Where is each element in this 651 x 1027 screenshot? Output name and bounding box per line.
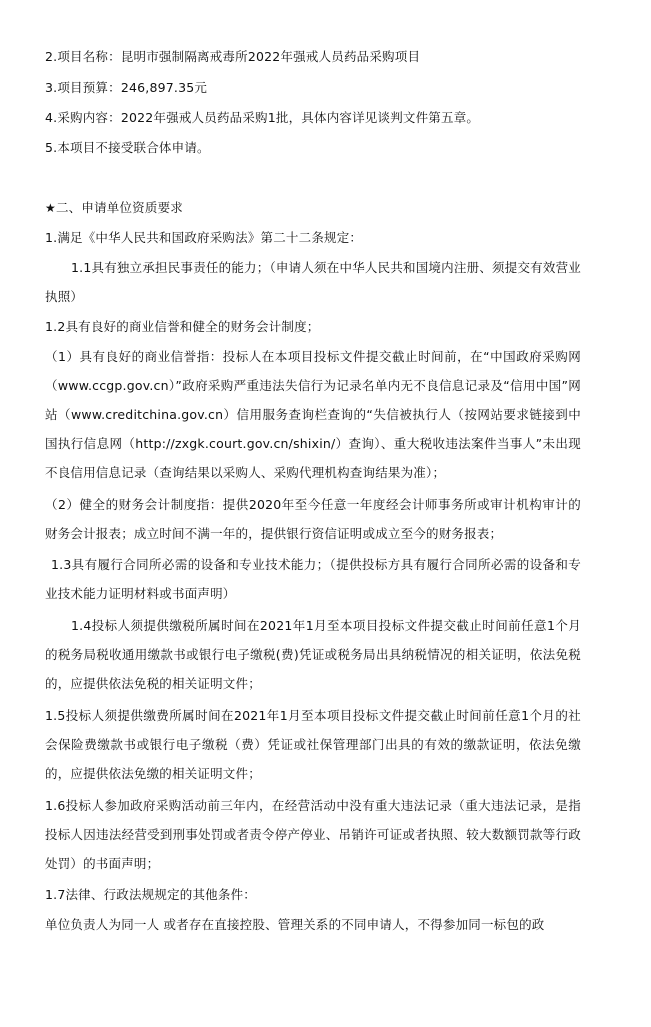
req-1-1: 1.1具有独立承担民事责任的能力；（申请人须在中华人民共和国境内注册、须提交有效营业执照） [45, 260, 581, 304]
section-qualification-heading [45, 193, 581, 223]
req-1-2: 1.2具有良好的商业信誉和健全的财务会计制度； [45, 319, 320, 334]
item-project-budget: 3.项目预算：246,897.35元 [45, 80, 208, 95]
item-no-consortium: 5.本项目不接受联合体申请。 [45, 140, 210, 155]
req-1-6: 1.6投标人参加政府采购活动前三年内，在经营活动中没有重大违法记录（重大违法记录，是指投标人因违法经营受到刑事处罚或者责令停产停业、吊销许可证或者执照、较大数额罚款等行政处罚）的书面声明； [45, 798, 581, 871]
section-title: 二、申请单位资质要求 [55, 200, 183, 215]
req-1-4: 1.4投标人须提供缴税所属时间在2021年1月至本项目投标文件提交截止时间前任意1个月的税务局税收通用缴款书或银行电子缴税(费)凭证或税务局出具纳税情况的相关证明，依法免税的，应提供依法免税的相关证明文件； [45, 618, 581, 691]
req-1-7-text: 单位负责人为同一人 或者存在直接控股、管理关系的不同申请人，不得参加同一标包的政 [45, 917, 545, 932]
req-1-3: 1.3具有履行合同所必需的设备和专业技术能力；（提供投标方具有履行合同所必需的设备和专业技术能力证明材料或书面声明） [45, 557, 581, 601]
req-1-7: 1.7法律、行政法规规定的其他条件： [45, 887, 256, 902]
req-1-2-credit: （1）具有良好的商业信誉指：投标人在本项目投标文件提交截止时间前，在“中国政府采购网（www.ccgp.gov.cn）”政府采购严重违法失信行为记录名单内无不良信息记录及“信用中国”网站（www.creditchina.gov.cn）信用服务查询栏查询的“失信被执行人（按网站要求链接到中国执行信息网（http://zxgk.court.gov.cn/shixin/）查询）、重大税收违法案件当事人”未出现不良信用信息记录（查询结果以采购人、采购代理机构查询结果为准）； [45, 349, 581, 480]
req-1-5: 1.5投标人须提供缴费所属时间在2021年1月至本项目投标文件提交截止时间前任意1个月的社会保险费缴款书或银行电子缴税（费）凭证或社保管理部门出具的有效的缴款证明，依法免缴的，应提供依法免缴的相关证明文件； [45, 708, 581, 781]
req-1: 1.满足《中华人民共和国政府采购法》第二十二条规定： [45, 230, 363, 245]
req-1-2-finance: （2）健全的财务会计制度指：提供2020年至今任意一年度经会计师事务所或审计机构审计的财务会计报表；成立时间不满一年的，提供银行资信证明或成立至今的财务报表； [45, 497, 581, 541]
star-icon: ★ [45, 201, 56, 215]
item-project-name: 2.项目名称：昆明市强制隔离戒毒所2022年强戒人员药品采购项目 [45, 49, 421, 64]
item-procurement-content: 4.采购内容：2022年强戒人员药品采购1批，具体内容详见谈判文件第五章。 [45, 110, 480, 125]
